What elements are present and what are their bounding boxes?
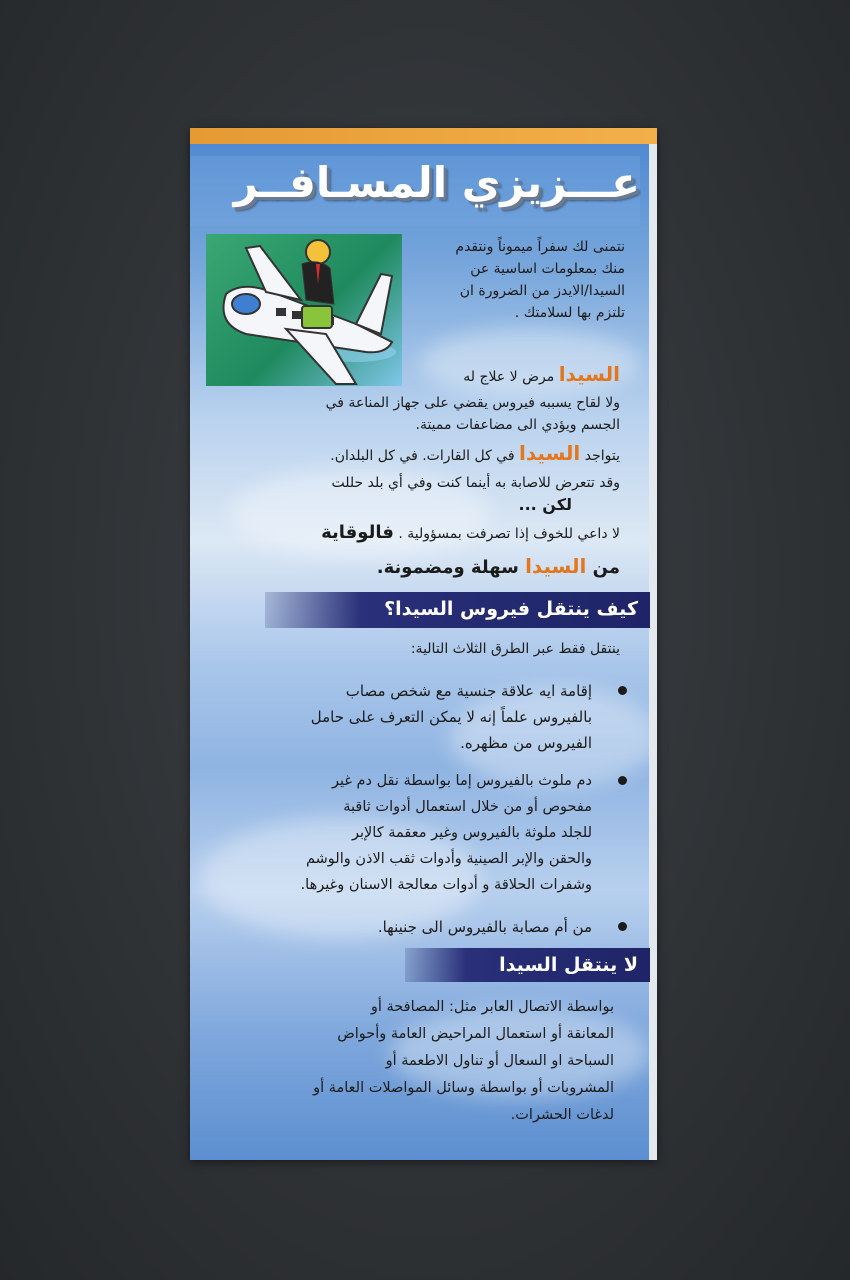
brochure	[190, 128, 657, 1160]
bullet-text	[220, 678, 592, 756]
text-line: السباحة او السعال أو تناول الاطعمة أو	[385, 1053, 614, 1069]
risk-line: وقد تتعرض للاصابة به أينما كنت وفي أي بلد حللت	[331, 475, 620, 491]
page-title: عـــزيزي المسـافــر	[233, 158, 640, 207]
text-line: المشروبات أو بواسطة وسائل المواصلات العامة أو	[313, 1080, 614, 1096]
text-line: إقامة ايه علاقة جنسية مع شخص مصاب	[345, 682, 592, 700]
prevention-easy-line	[202, 552, 620, 582]
text-line: وشفرات الحلاقة و أدوات معالجة الاسنان وغيرها.	[300, 877, 592, 893]
text-line: الفيروس من مظهره.	[460, 734, 592, 752]
aids-highlight: السيدا	[558, 362, 620, 386]
aids-highlight: السيدا	[525, 554, 587, 578]
text-line: مفحوص أو من خلال استعمال أدوات ثاقبة	[343, 799, 592, 815]
prevention-line	[202, 520, 620, 547]
bullet-text	[212, 768, 592, 898]
no-transmission-paragraph	[202, 994, 614, 1129]
intro-line: تلتزم بها لسلامتك .	[514, 305, 625, 321]
intro-line: السيدا/الايدز من الضرورة ان	[459, 283, 625, 299]
aids-incurable-line	[210, 360, 620, 391]
text-line: لدغات الحشرات.	[510, 1107, 614, 1123]
top-stripe	[190, 128, 657, 144]
section-header-no-transmission: لا ينتقل السيدا	[405, 948, 650, 982]
intro-line: نتمنى لك سفراً ميموناً ونتقدم	[455, 239, 625, 255]
bullet-icon	[618, 776, 627, 785]
fold-edge	[649, 144, 657, 1160]
aids-highlight: السيدا	[519, 441, 581, 465]
text-line: المعانقة أو استعمال المراحيض العامة وأحواض	[337, 1026, 614, 1042]
text-line: سهلة ومضمونة.	[376, 557, 519, 578]
transmission-intro: ينتقل فقط عبر الطرق الثلاث التالية:	[410, 641, 620, 657]
bullet-icon	[618, 686, 627, 695]
intro-paragraph	[395, 236, 625, 324]
text-line: مرض لا علاج له	[463, 369, 555, 385]
vaccine-paragraph	[202, 392, 620, 436]
text-line: يتواجد	[584, 448, 620, 464]
text-line: بالفيروس علماً إنه لا يمكن التعرف على حامل	[310, 708, 592, 726]
prevention-word: فالوقاية	[321, 522, 394, 543]
section-header-transmission: كيف ينتقل فيروس السيدا؟	[265, 592, 650, 628]
text-line: ولا لقاح يسببه فيروس يقضي على جهاز المناعة في	[325, 395, 620, 411]
bullet-icon	[618, 922, 627, 931]
text-line: والحقن والإبر الصينية وأدوات ثقب الاذن والوشم	[305, 851, 592, 867]
bullet-text: من أم مصابة بالفيروس الى جنينها.	[377, 918, 592, 936]
text-line: الجسم ويؤدي الى مضاعفات مميتة.	[415, 417, 620, 433]
text-line: بواسطة الاتصال العابر مثل: المصافحة أو	[370, 999, 614, 1015]
intro-line: منك بمعلومات اساسية عن	[470, 261, 625, 277]
continents-line	[202, 440, 620, 469]
text-line: دم ملوث بالفيروس إما بواسطة نقل دم غير	[331, 773, 592, 789]
text-line: للجلد ملوثة بالفيروس وغير معقمة كالإبر	[351, 825, 592, 841]
but-line: لكن ...	[518, 495, 572, 514]
text-line: لا داعي للخوف إذا تصرفت بمسؤولية .	[398, 526, 620, 542]
text-line: في كل القارات. في كل البلدان.	[330, 448, 515, 464]
text-line: من	[592, 557, 620, 578]
